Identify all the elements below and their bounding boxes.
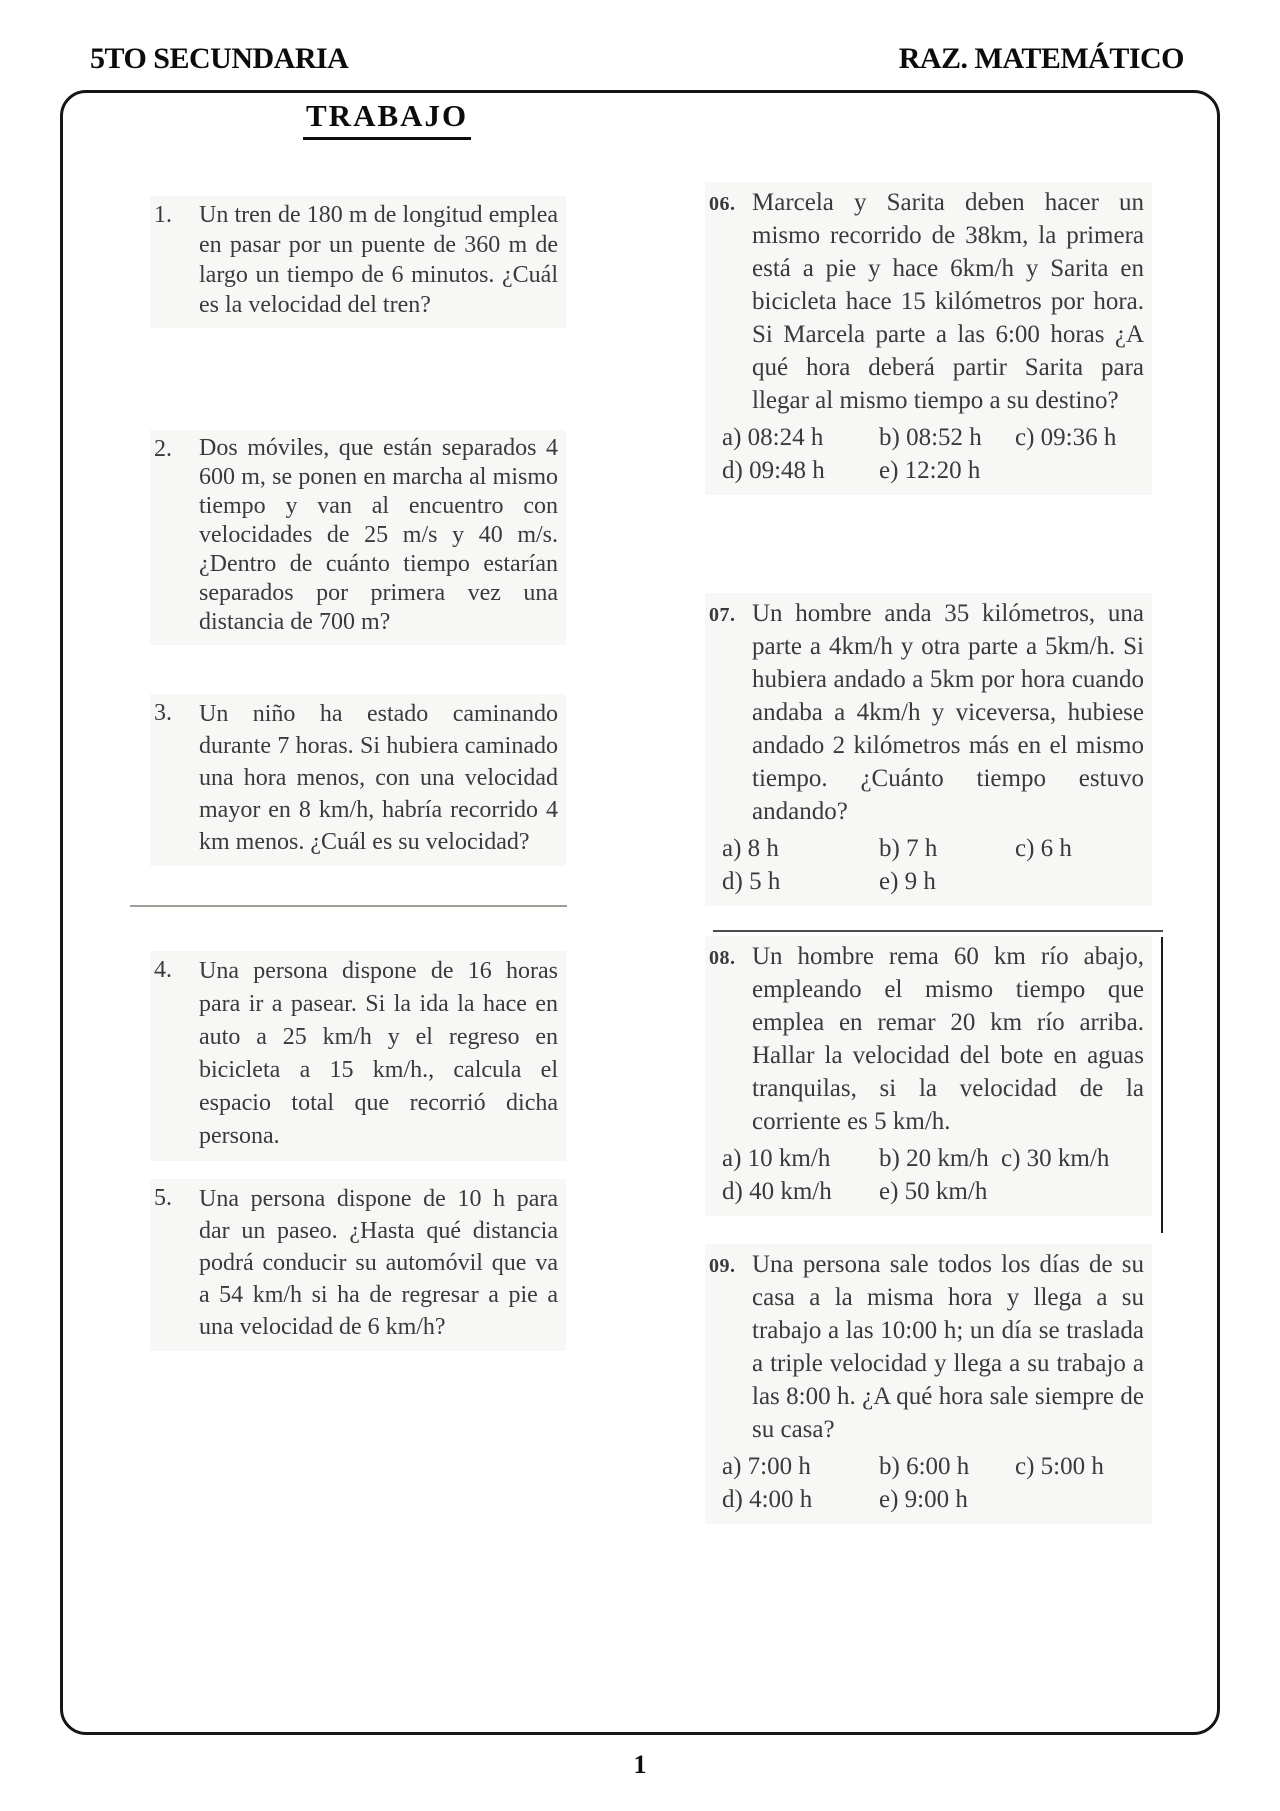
answer-row xyxy=(722,454,1144,487)
divider-line xyxy=(130,905,567,907)
problem-08 xyxy=(705,936,1152,1216)
answer-option: e) 50 km/h xyxy=(879,1178,988,1205)
answer-option: b) 08:52 h xyxy=(879,424,982,451)
problem-number: 07. xyxy=(709,604,736,626)
problem-5 xyxy=(150,1179,566,1351)
answer-option: a) 10 km/h xyxy=(722,1145,831,1172)
problem-number: 4. xyxy=(154,957,172,983)
answer-row xyxy=(722,1175,1144,1208)
problem-4 xyxy=(150,951,566,1161)
answer-row xyxy=(722,1450,1144,1483)
answer-option: c) 6 h xyxy=(1015,835,1072,862)
problem-number: 2. xyxy=(154,436,172,462)
answer-option: c) 30 km/h xyxy=(1001,1145,1110,1172)
problem-07 xyxy=(705,593,1152,906)
answer-row xyxy=(722,832,1144,865)
answer-option: e) 9 h xyxy=(879,868,936,895)
answer-option: a) 08:24 h xyxy=(722,424,824,451)
answer-option: d) 40 km/h xyxy=(722,1178,832,1205)
page-number: 1 xyxy=(633,1750,647,1779)
answer-option: b) 7 h xyxy=(879,835,938,862)
problem-text: Un tren de 180 m de longitud emplea en pasar por un puente de 360 m de largo un tiempo de 6 minutos. ¿Cuál es la velocidad del tren? xyxy=(199,202,558,318)
problem-2 xyxy=(150,430,566,645)
problem-number: 06. xyxy=(709,193,736,215)
answer-row xyxy=(722,865,1144,898)
divider-line xyxy=(713,930,1163,932)
answer-options xyxy=(722,1450,1144,1516)
problem-text: Una persona sale todos los días de su casa a la misma hora y llega a su trabajo a las 10:00 h; un día se traslada a triple velocidad y llega a su trabajo a las 8:00 h. ¿A qué hora sale siempre de su casa? xyxy=(752,1251,1144,1443)
header-grade: 5TO SECUNDARIA xyxy=(90,42,349,75)
problem-09 xyxy=(705,1244,1152,1524)
problem-3 xyxy=(150,694,566,866)
answer-option: a) 7:00 h xyxy=(722,1453,811,1480)
problem-06 xyxy=(705,182,1152,495)
answer-options xyxy=(722,421,1144,487)
answer-options xyxy=(722,832,1144,898)
header-subject: RAZ. MATEMÁTICO xyxy=(898,42,1184,75)
answer-option: c) 09:36 h xyxy=(1015,424,1117,451)
answer-option: c) 5:00 h xyxy=(1015,1453,1104,1480)
problem-number: 08. xyxy=(709,947,736,969)
problem-text: Un niño ha estado caminando durante 7 horas. Si hubiera caminado una hora menos, con una velocidad mayor en 8 km/h, habría recorrido 4 km menos. ¿Cuál es su velocidad? xyxy=(199,701,558,855)
problem-text: Una persona dispone de 10 h para dar un paseo. ¿Hasta qué distancia podrá conducir su automóvil que va a 54 km/h si ha de regresar a pie a una velocidad de 6 km/h? xyxy=(199,1186,558,1340)
problem-text: Marcela y Sarita deben hacer un mismo recorrido de 38km, la primera está a pie y hace 6km/h y Sarita en bicicleta hace 15 kilómetros por hora. Si Marcela parte a las 6:00 horas ¿A qué hora deberá partir Sarita para llegar al mismo tiempo a su destino? xyxy=(752,189,1144,414)
vertical-rule xyxy=(1161,937,1163,1233)
problem-text: Un hombre rema 60 km río abajo, empleando el mismo tiempo que emplea en remar 20 km río arriba. Hallar la velocidad del bote en aguas tranquilas, si la velocidad de la corriente es 5 km/h. xyxy=(752,943,1144,1135)
problem-text: Una persona dispone de 16 horas para ir a pasear. Si la ida la hace en auto a 25 km/h y el regreso en bicicleta a 15 km/h., calcula el espacio total que recorrió dicha persona. xyxy=(199,958,558,1149)
answer-row xyxy=(722,1142,1144,1175)
answer-option: b) 6:00 h xyxy=(879,1453,970,1480)
answer-option: e) 9:00 h xyxy=(879,1486,968,1513)
answer-option: d) 4:00 h xyxy=(722,1486,813,1513)
answer-option: b) 20 km/h xyxy=(879,1145,989,1172)
answer-row xyxy=(722,1483,1144,1516)
problem-number: 09. xyxy=(709,1255,736,1277)
problem-text: Dos móviles, que están separados 4 600 m, se ponen en marcha al mismo tiempo y van al encuentro con velocidades de 25 m/s y 40 m/s. ¿Dentro de cuánto tiempo estarían separados por primera vez una distancia de 700 m? xyxy=(199,435,558,635)
answer-option: d) 5 h xyxy=(722,868,781,895)
answer-option: a) 8 h xyxy=(722,835,779,862)
answer-option: d) 09:48 h xyxy=(722,457,825,484)
problem-number: 1. xyxy=(154,202,172,228)
answer-option: e) 12:20 h xyxy=(879,457,981,484)
answer-options xyxy=(722,1142,1144,1208)
answer-row xyxy=(722,421,1144,454)
problem-number: 5. xyxy=(154,1185,172,1211)
problem-1 xyxy=(150,196,566,328)
problem-number: 3. xyxy=(154,700,172,726)
page-title: TRABAJO xyxy=(303,98,471,140)
problem-text: Un hombre anda 35 kilómetros, una parte a 4km/h y otra parte a 5km/h. Si hubiera andado a 5km por hora cuando andaba a 4km/h y viceversa, hubiese andado 2 kilómetros más en el mismo tiempo. ¿Cuánto tiempo estuvo andando? xyxy=(752,600,1144,825)
